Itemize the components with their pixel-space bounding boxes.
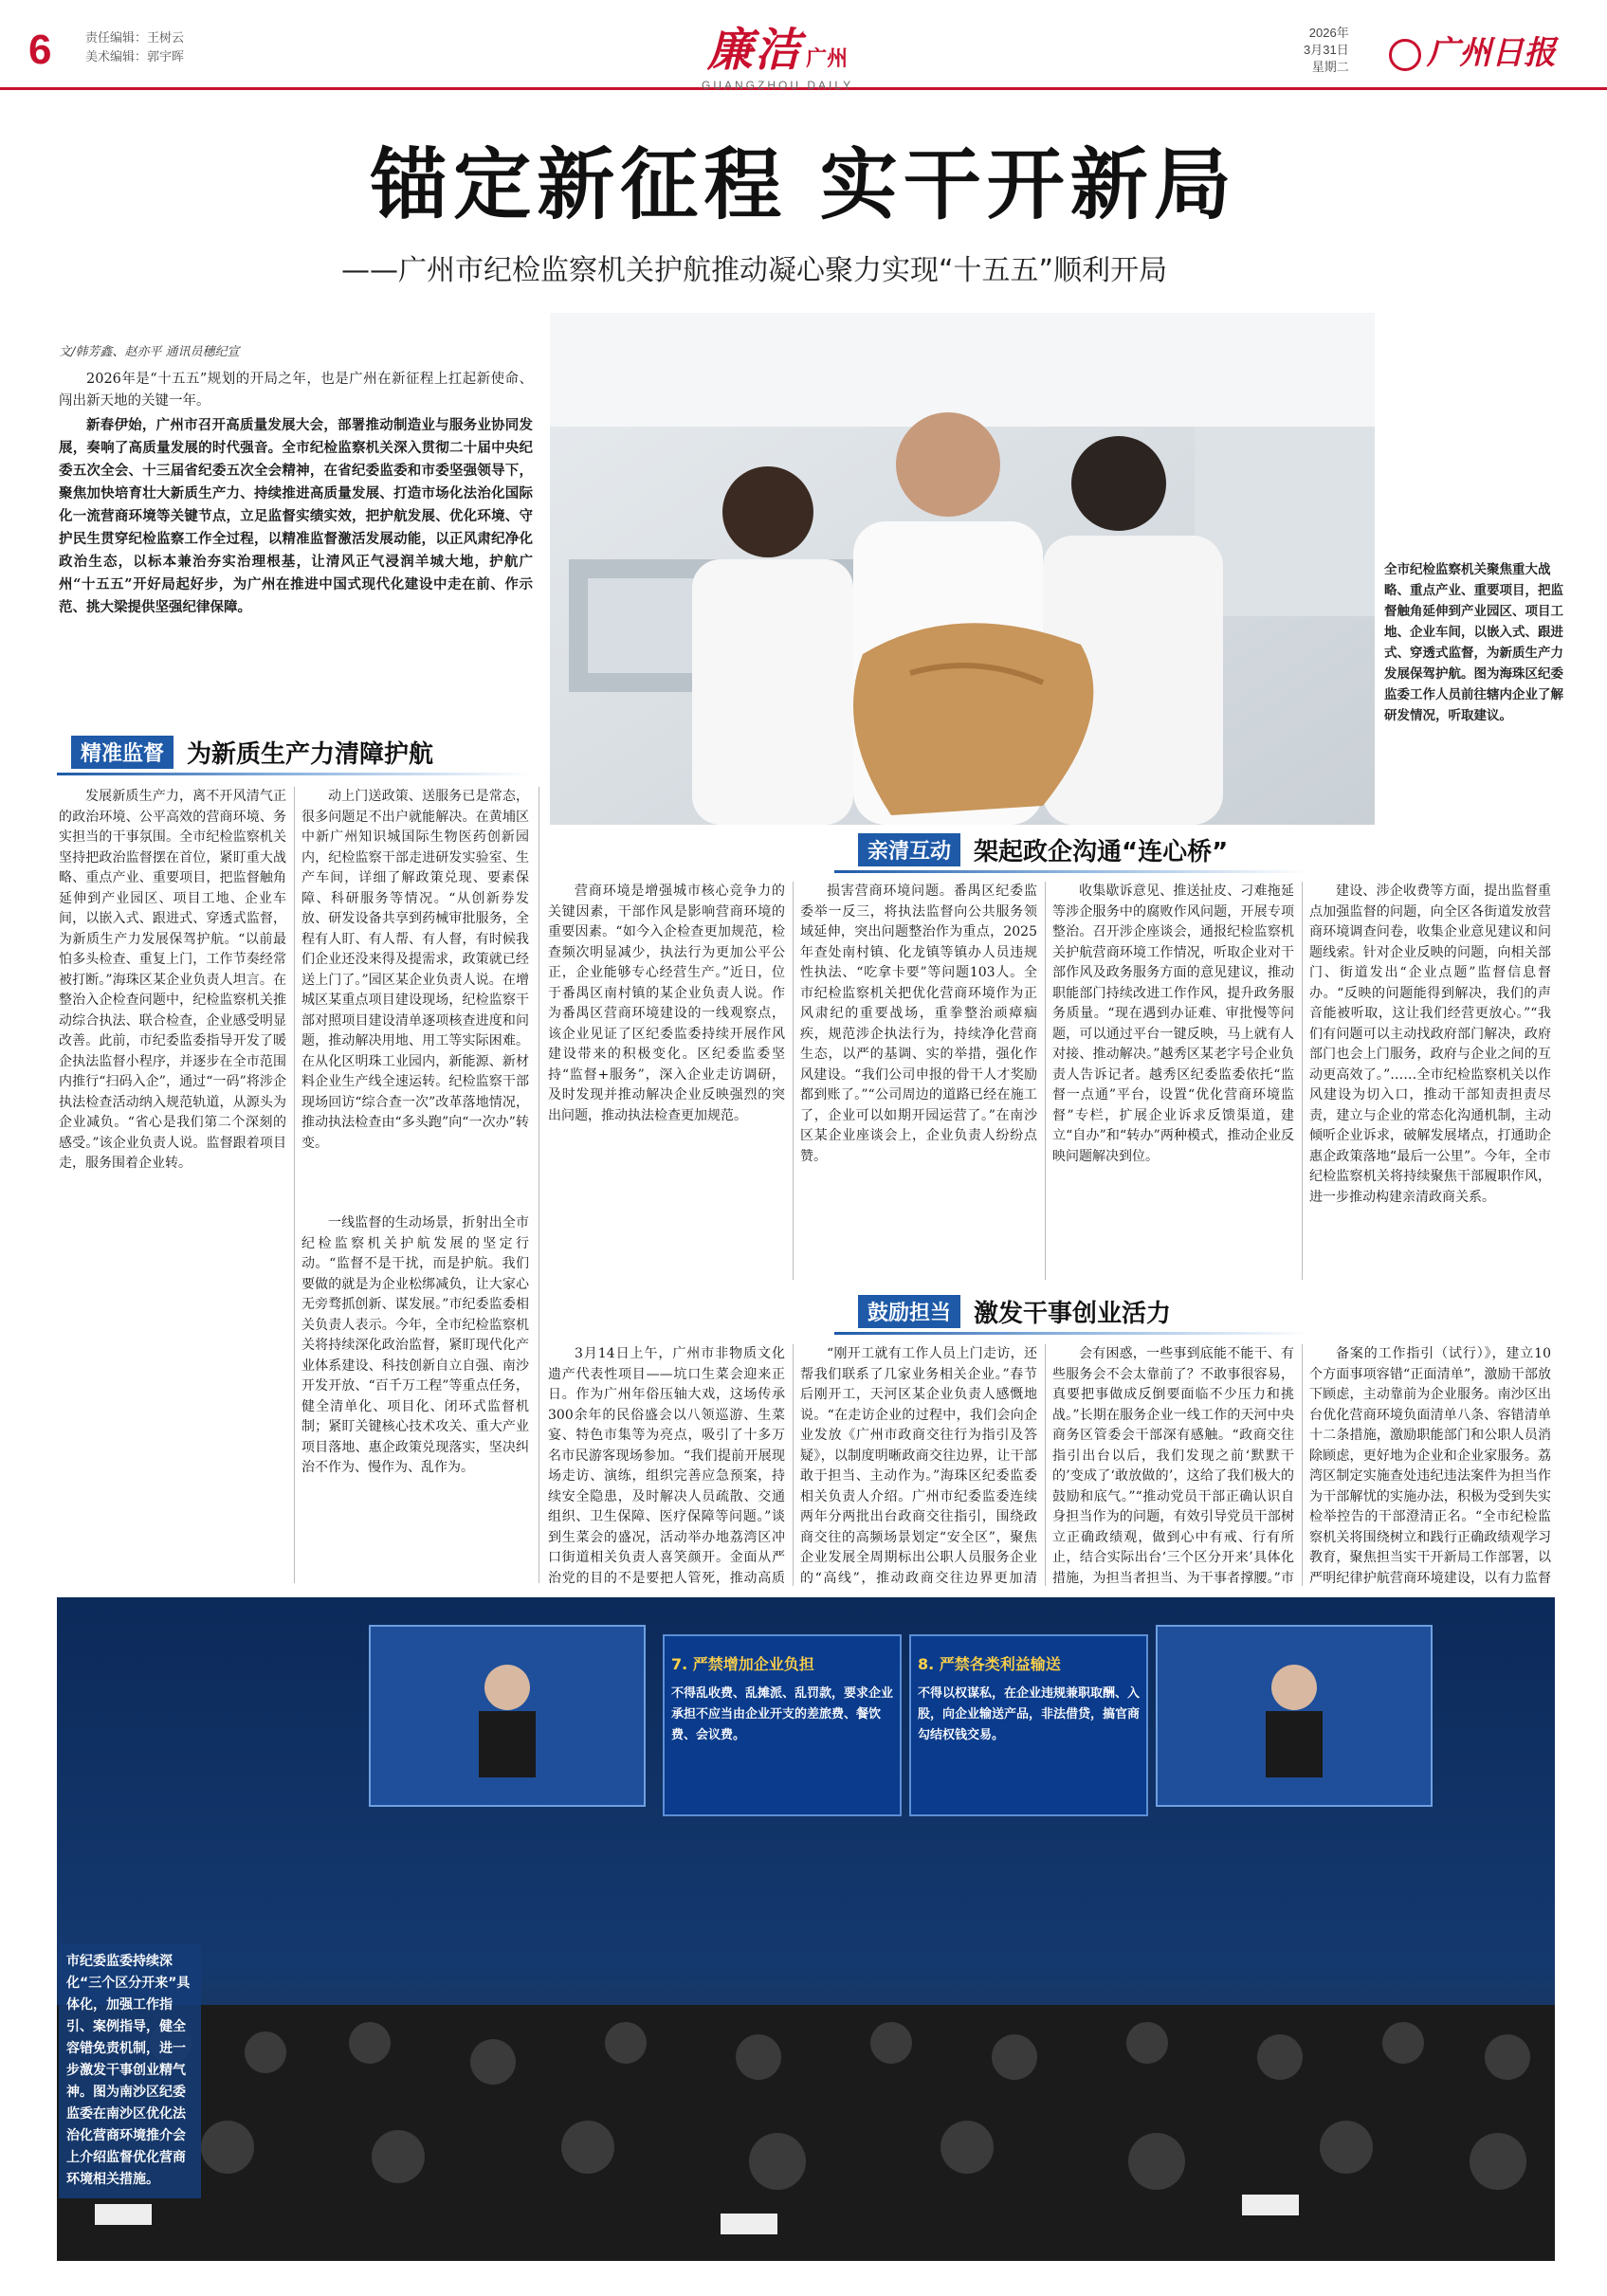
lead-paragraph-1: 2026年是“十五五”规划的开局之年，也是广州在新征程上扛起新使命、闯出新天地的关键一年。: [59, 372, 533, 409]
designer-line: 美术编辑：郭宇晖: [85, 49, 185, 64]
column-divider: [1302, 1344, 1303, 1586]
issue-date: [1304, 25, 1349, 76]
section-en: GUANGZHOU DAILY: [702, 79, 854, 92]
section-1-col1-text: 发展新质生产力，离不开风清气正的政治环境、公平高效的营商环境、务实担当的干事氛围。全市纪检监察机关坚持把政治监督摆在首位，紧盯重大战略、重点产业、重要项目，把监督触角延伸到产业园区、项目工地、企业车间，以嵌入式、跟进式、穿透式监督，为新质生产力发展保驾护航。“以前最怕多头检查、重复上门，工作节奏经常被打断。”海珠区某企业负责人坦言。在整治入企检查问题中，纪检监察机关推动综合执法、联合检查，企业感受明显改善。此前，市纪委监委指导开发了暖企执法监督小程序，并逐步在全市范围内推行“扫码入企”，通过“一码”将涉企执法检查活动纳入规范轨道，从源头为企业减负。“省心是我们第二个深刻的感受。”该企业负责人说。监督跟着项目走，服务围着企业转。: [59, 789, 286, 1171]
section-masthead: [702, 13, 853, 92]
section-3-heading: [858, 1294, 1171, 1329]
section-2-col5-text: 收集歇诉意见、推送扯皮、刁难拖延等涉企服务中的腐败作风问题，开展专项整治。召开涉企座谈会，通报纪检监察机关护航营商环境工作情况，听取企业对干部作风及政务服务方面的意见建议，推动职能部门持续改进工作作风，提升政务服务质量。“现在遇到办证难、审批慢等问题，可以通过平台一键反映，马上就有人对接、推动解决。”越秀区某老字号企业负责人告诉记者。越秀区纪委监委依托“监督一点通”平台，设置“优化营商环境监督”专栏，扩展企业诉求反馈渠道，建立“自办”和“转办”两种模式，推动企业反映问题解决到位。: [1052, 884, 1294, 1164]
section-brand: 廉洁: [707, 24, 803, 77]
section-3-col2-text: 一线监督的生动场景，折射出全市纪检监察机关护航发展的坚定行动。“监督不是干扰，而是护航。我们要做的就是为企业松绑减负，让大家心无旁骛抓创新、谋发展。”市纪委监委相关负责人表示。今年，全市纪检监察机关将持续深化政治监督，紧盯现代化产业体系建设、科技创新自立自强、南沙开发开放、“百千万工程”等重点任务，健全清单化、项目化、闭环式监督机制；紧盯关键核心技术攻关、重大产业项目落地、惠企政策兑现落实，坚决纠治不作为、慢作为、乱作为。: [301, 1215, 529, 1475]
section-3-col5-text: 会有困惑，一些事到底能不能干、有些服务会不会太靠前了？不敢事很容易，真要把事做成反倒要面临不少压力和挑战。”长期在服务企业一线工作的天河中央商务区管委会干部深有感触。“政商交往指引出台以后，我们发现之前‘默默干的’变成了‘敢放做的’，这给了我们极大的鼓励和底气。”“推动党员干部正确认识自身担当作为的问题，有效引导党员干部树立正确政绩观，做到心中有戒、行有所止，结合实际出台‘三个区分开来’具体化措施，为担当者担当、为干事者撑腰。”市: [1052, 1346, 1294, 1586]
editor-credits: [85, 28, 184, 66]
section-1-title: 为新质生产力清障护航: [187, 740, 434, 769]
date-year: 2026年: [1308, 26, 1349, 40]
section-2-column-2: [800, 882, 1037, 1280]
column-divider: [294, 787, 295, 1583]
lab-photo-illustration: [550, 313, 1375, 825]
section-3-col4-text: “刚开工就有工作人员上门走访，还帮我们联系了几家业务相关企业。”春节后刚开工，天河区某企业负责人感慨地说。“在走访企业的过程中，我们会向企业发放《广州市政商交往行为指引及答疑》，以制度明晰政商交往边界，让干部敢于担当、主动作为。”海珠区纪委监委相关负责人介绍。广州市纪委监委连续两年分两批出台政商交往指引，围绕政商交往的高频场景划定“安全区”，聚焦企业发展全周期标出公职人员服务企业的“高线”，推动政商交往边界更加清: [800, 1346, 1037, 1586]
slide-left: [664, 1645, 901, 1815]
section-1-tag: 精准监督: [71, 736, 173, 769]
section-3-col6-text: 备案的工作指引（试行）》，建立10个方面事项容错“正面清单”，激励干部放下顾虑，主动靠前为企业服务。南沙区出台优化营商环境负面清单八条、容错清单十二条措施，激励职能部门和公职人员消除顾虑，更好地为企业和企业家服务。荔湾区制定实施查处违纪违法案件为担当作为干部解忧的实施办法，积极为受到失实检举控告的干部澄清正名。“全市纪检监察机关将围绕树立和践行正确政绩观学习教育，聚焦担当实干开新局工作部署，以严明纪律护航营商环境建设，以有力监督: [1309, 1346, 1551, 1586]
date-week: 星期二: [1311, 60, 1349, 74]
lead-article: [59, 341, 533, 621]
slide-right: [910, 1645, 1147, 1815]
column-divider: [1302, 882, 1303, 1280]
section-2-col4-text: 损害营商环境问题。番禺区纪委监委举一反三，将执法监督向公共服务领域延伸，突出问题整治作为重点，2025年查处南村镇、化龙镇等镇办人员违规性执法、“吃拿卡要”等问题103人。全市纪检监察机关把优化营商环境作为正风肃纪的重要战场，重拳整治顽瘴痼疾，规范涉企执法行为，持续净化营商生态，以严的基调、实的举措，强化作风建设。“我们公司申报的骨干人才奖励都到账了。”“公司周边的道路已经在施工了，企业可以如期开园运营了。”在南沙区某企业座谈会上，企业负责人纷纷点赞。: [800, 884, 1037, 1164]
section-1-col2-text: 动上门送政策、送服务已是常态，很多问题足不出户就能解决。在黄埔区中新广州知识城国际生物医药创新园内，纪检监察干部走进研发实验室、生产车间，详细了解政策兑现、要素保障、科研服务等情况。“从创新券发放、研发设备共享到药械审批服务，全程有人盯、有人帮、有人督，有时候我们企业还没来得及提需求，政策就已经送上门了。”园区某企业负责人说。在增城区某重点项目建设现场，纪检监察干部对照项目建设清单逐项核查进度和问题，推动解决用地、用工等实际困难。在从化区明珠工业园内，新能源、新材料企业生产线全速运转。纪检监察干部现场回访“综合查一次”改革落地情况，推动执法检查由“多头跑”向“一次办”转变。: [301, 789, 529, 1151]
section-2-title: 架起政企沟通“连心桥”: [974, 838, 1229, 866]
column-divider: [1045, 1344, 1046, 1586]
section-1-column-1: [59, 787, 286, 1583]
section-city: 广州: [806, 47, 849, 71]
column-divider: [793, 882, 794, 1280]
column-divider: [793, 1344, 794, 1586]
section-2-col3-text: 营商环境是增强城市核心竞争力的关键因素，干部作风是影响营商环境的重要因素。“如今入企检查更加规范，检查频次明显减少，执法行为更加公平公正，企业能够专心经营生产。”近日，位于番禺区南村镇的某企业负责人说。作为番禺区营商环境建设的一线观察点，该企业见证了区纪委监委持续开展作风建设带来的积极变化。区纪委监委坚持“监督+服务”，深入企业走访调研，及时发现并推动解决企业反映强烈的突出问题，推动执法检查更加规范。: [548, 884, 785, 1123]
main-headline: 锚定新征程 实干开新局: [370, 140, 1237, 230]
byline: 文/韩芳鑫、赵亦平 通讯员穗纪宣: [59, 345, 240, 359]
top-photo-caption: 全市纪检监察机关聚焦重大战略、重点产业、重要项目，把监督触角延伸到产业园区、项目工地、企业车间，以嵌入式、跟进式、穿透式监督，为新质生产力发展保驾护航。图为海珠区纪委监委工作人员前往辖内企业了解研发情况，听取建议。: [1384, 562, 1563, 723]
section-3-column-2: [301, 1213, 529, 1583]
section-2-column-4: [1309, 882, 1551, 1280]
section-2-column-3: [1052, 882, 1294, 1280]
section-3-column-4: [800, 1344, 1037, 1586]
date-day: 3月31日: [1304, 43, 1349, 57]
section-1-heading: [71, 735, 433, 770]
lead-paragraph-2: 新春伊始，广州市召开高质量发展大会，部署推动制造业与服务业协同发展，奏响了高质量发展的时代强音。全市纪检监察机关深入贯彻二十届中央纪委五次全会、十三届省纪委五次全会精神，在省纪委监委和市委坚强领导下，聚焦加快培育壮大新质生产力、持续推进高质量发展、打造市场化法治化国际化一流营商环境等关键节点，立足监督实绩实效，把护航发展、优化环境、守护民生贯穿纪检监察工作全过程，以精准监督激活发展动能，以正风肃纪净化政治生态，以标本兼治夯实治理根基，让清风正气浸润羊城大地，护航广州“十五五”开好局起好步，为广州在推进中国式现代化建设中走在前、作示范、挑大梁提供坚强纪律保障。: [59, 417, 533, 615]
slide-left-title: 7. 严禁增加企业负担: [671, 1655, 814, 1673]
section-3-tag: 鼓励担当: [858, 1295, 960, 1328]
sub-headline: ——广州市纪检监察机关护航推动凝心聚力实现“十五五”顺利开局: [341, 254, 1168, 287]
section-2-col6-text: 建设、涉企收费等方面，提出监督重点加强监督的问题，向全区各街道发放营商环境调查问卷，收集企业意见建议和问题线索。针对企业反映的问题，向相关部门、街道发出“企业点题”监督信息督办。“反映的问题能得到解决，我们的声音能被听取，这让我们经营更放心。”“我们有问题可以主动找政府部门解决，政府部门也会上门服务，政府与企业之间的互动更高效了。”……全市纪检监察机关以作风建设为切入口，推动干部知责担责尽责，建立与企业的常态化沟通机制，主动倾听企业诉求，破解发展堵点，打通助企惠企政策落地“最后一公里”。今年，全市纪检监察机关将持续聚焦干部履职作风，进一步推动构建亲清政商关系。: [1309, 884, 1551, 1205]
section-3-column-5: [1052, 1344, 1294, 1586]
section-3-rule: [834, 1332, 1308, 1335]
editor-line: 责任编辑：王树云: [85, 30, 185, 45]
slide-left-body: 不得乱收费、乱摊派、乱罚款，要求企业承担不应当由企业开支的差旅费、餐饮费、会议费。: [671, 1686, 894, 1742]
section-3-title: 激发干事创业活力: [974, 1300, 1172, 1328]
section-1-column-2: [301, 787, 529, 1204]
column-divider: [1045, 882, 1046, 1280]
section-3-col3-text: 3月14日上午，广州市非物质文化遗产代表性项目——坑口生菜会迎来正日。作为广州年俗压轴大戏，这场传承300余年的民俗盛会以八领巡游、生菜宴、特色市集等为亮点，吸引了十多万名市民游客现场参加。“我们提前开展现场走访、演练，组织完善应急预案，持续安全隐患，及时解决人员疏散、交通组织、卫生保障、医疗保障等问题。”谈到生菜会的盛况，活动举办地荔湾区冲口街道相关负责人喜笑颜开。金面从严治党的目的不是要把人管死，推动高质: [548, 1346, 785, 1586]
section-2-tag: 亲清互动: [858, 833, 960, 866]
paper-logo: [1389, 27, 1556, 73]
section-2-column-1: [548, 882, 785, 1280]
section-3-column-6: [1309, 1344, 1551, 1586]
section-3-column-3: [548, 1344, 785, 1586]
slide-right-title: 8. 严禁各类利益输送: [918, 1655, 1061, 1673]
bottom-photo-caption: 市纪委监委持续深化“三个区分开来”具体化，加强工作指引、案例指导，健全容错免责机制，进一步激发干事创业精气神。图为南沙区纪委监委在南沙区优化法治化营商环境推介会上介绍监督优化营商环境相关措施。: [59, 1943, 201, 2198]
slide-right-body: 不得以权谋私，在企业违规兼职取酬、入股，向企业输送产品，非法借贷，搞官商勾结权钱交易。: [918, 1686, 1141, 1742]
logo-circle-icon: [1389, 39, 1421, 71]
section-1-rule: [57, 773, 531, 775]
section-2-rule: [834, 870, 1308, 873]
page-number: 6: [28, 27, 52, 73]
section-2-heading: [858, 832, 1228, 867]
paper-name: 广州日报: [1427, 34, 1556, 72]
page-header: [0, 0, 1607, 90]
bottom-photo: [57, 1597, 1555, 2261]
top-photo: [550, 313, 1375, 825]
